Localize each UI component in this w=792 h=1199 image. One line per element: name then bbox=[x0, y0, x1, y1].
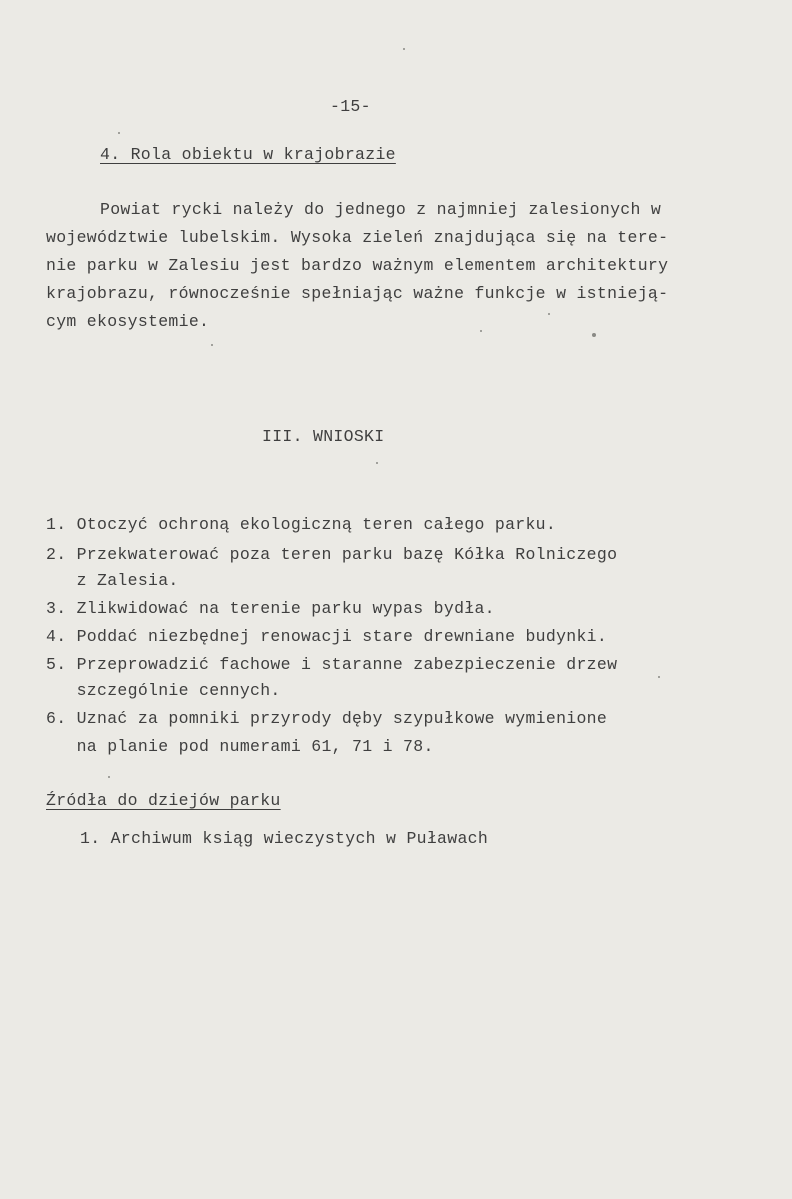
paper-speck bbox=[480, 330, 482, 332]
paper-speck bbox=[548, 313, 550, 315]
conclusion-item: 5. Przeprowadzić fachowe i staranne zabezpieczenie drzew bbox=[46, 655, 618, 674]
paragraph-line: nie parku w Zalesiu jest bardzo ważnym elementem architektury bbox=[46, 256, 669, 275]
conclusion-item: z Zalesia. bbox=[46, 571, 179, 590]
conclusion-item: szczególnie cennych. bbox=[46, 681, 281, 700]
source-item: 1. Archiwum ksiąg wieczystych w Puławach bbox=[80, 829, 489, 848]
paragraph-line: Powiat rycki należy do jednego z najmniej zalesionych w bbox=[100, 200, 662, 219]
conclusion-item: 1. Otoczyć ochroną ekologiczną teren całego parku. bbox=[46, 515, 557, 534]
paper-speck bbox=[592, 333, 596, 337]
paragraph-line: krajobrazu, równocześnie spełniając ważne funkcje w istnieją- bbox=[46, 284, 669, 303]
conclusion-item: 3. Zlikwidować na terenie parku wypas bydła. bbox=[46, 599, 495, 618]
conclusion-item: na planie pod numerami 61, 71 i 78. bbox=[46, 737, 434, 756]
sources-heading: Źródła do dziejów parku bbox=[46, 791, 281, 810]
paragraph-line: cym ekosystemie. bbox=[46, 312, 210, 331]
conclusion-item: 2. Przekwaterować poza teren parku bazę Kółka Rolniczego bbox=[46, 545, 618, 564]
conclusions-heading: III. WNIOSKI bbox=[262, 427, 385, 446]
page-number: -15- bbox=[330, 97, 371, 116]
section-heading-role: 4. Rola obiektu w krajobrazie bbox=[100, 145, 396, 164]
paper-speck bbox=[211, 344, 213, 346]
paper-speck bbox=[658, 676, 660, 678]
paper-speck bbox=[376, 462, 378, 464]
conclusion-item: 6. Uznać za pomniki przyrody dęby szypułkowe wymienione bbox=[46, 709, 608, 728]
paper-speck bbox=[118, 132, 120, 134]
paper-speck bbox=[403, 48, 405, 50]
paper-speck bbox=[108, 776, 110, 778]
paragraph-line: województwie lubelskim. Wysoka zieleń znajdująca się na tere- bbox=[46, 228, 669, 247]
conclusion-item: 4. Poddać niezbędnej renowacji stare drewniane budynki. bbox=[46, 627, 608, 646]
